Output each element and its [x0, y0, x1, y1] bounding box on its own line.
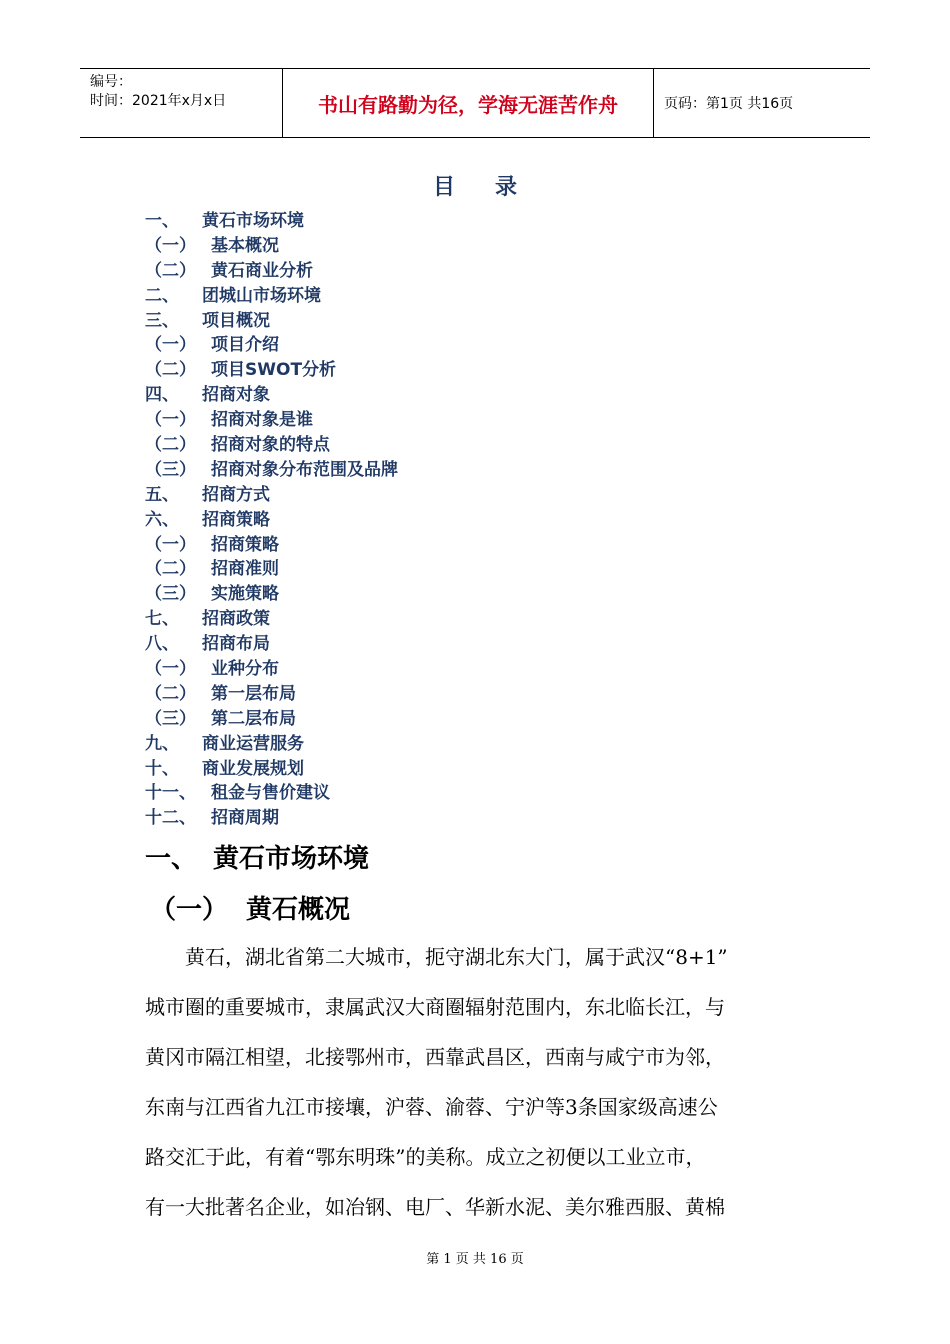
toc-item-text: 招商对象是谁: [211, 410, 313, 431]
toc-item-text: 招商准则: [211, 559, 279, 580]
toc-item-text: 招商周期: [211, 808, 279, 829]
toc-item[interactable]: [145, 557, 398, 582]
page-footer: 第 1 页 共 16 页: [426, 1252, 524, 1267]
toc-item[interactable]: [145, 358, 398, 383]
section-heading-2: [150, 889, 350, 926]
table-of-contents: [145, 209, 398, 831]
toc-item-text: 基本概况: [211, 235, 279, 256]
paragraph-line: 东南与江西省九江市接壤，沪蓉、渝蓉、宁沪等3条国家级高速公: [145, 1095, 718, 1119]
toc-item-number: （一）: [145, 335, 196, 356]
toc-item-number: （二）: [145, 683, 196, 704]
toc-item-number: 八、: [145, 634, 179, 655]
toc-item-number: （二）: [145, 260, 196, 281]
toc-item[interactable]: [145, 508, 398, 533]
date-label: 时间：2021年x月x日: [90, 93, 227, 109]
toc-item-number: （二）: [145, 435, 196, 456]
header-motto: 书山有路勤为径，学海无涯苦作舟: [283, 69, 654, 137]
toc-item[interactable]: [145, 284, 398, 309]
toc-item[interactable]: [145, 607, 398, 632]
section-heading-1-text: 黄石市场环境: [213, 844, 370, 874]
toc-item-number: （二）: [145, 559, 196, 580]
toc-item-text: 实施策略: [211, 584, 279, 605]
toc-item-text: 招商布局: [202, 634, 270, 655]
toc-item-number: 四、: [145, 385, 179, 406]
section-heading-1-number: 一、: [145, 844, 198, 874]
toc-item-text: 招商策略: [202, 509, 270, 530]
toc-item-number: （一）: [145, 410, 196, 431]
toc-item[interactable]: [145, 657, 398, 682]
toc-item-number: 十二、: [145, 808, 196, 829]
paragraph-line: 有一大批著名企业，如冶钢、电厂、华新水泥、美尔雅西服、黄棉: [145, 1195, 725, 1219]
toc-item-number: （一）: [145, 534, 196, 555]
toc-item-number: 六、: [145, 509, 179, 530]
section-heading-2-number: （一）: [150, 895, 229, 925]
toc-item-text: 商业发展规划: [202, 758, 304, 779]
toc-item-text: 黄石市场环境: [202, 211, 304, 231]
toc-item[interactable]: [145, 632, 398, 657]
toc-item-text: 招商策略: [211, 534, 279, 555]
toc-item-text: 招商方式: [202, 484, 270, 505]
toc-item[interactable]: [145, 309, 398, 334]
toc-item-text: 团城山市场环境: [202, 285, 321, 306]
toc-item-number: （三）: [145, 459, 196, 480]
toc-item-text: 招商对象分布范围及品牌: [211, 459, 398, 480]
toc-item-number: 五、: [145, 484, 179, 505]
toc-item-number: 十、: [145, 758, 179, 779]
toc-item-text: 商业运营服务: [202, 733, 304, 754]
toc-item-text: 第二层布局: [211, 708, 296, 729]
toc-item-number: 七、: [145, 609, 179, 630]
toc-item-text: 招商对象的特点: [211, 435, 330, 456]
toc-item[interactable]: [145, 234, 398, 259]
toc-item[interactable]: [145, 209, 398, 234]
toc-item-number: （三）: [145, 584, 196, 605]
toc-item-text: 项目SWOT分析: [211, 360, 337, 381]
toc-item[interactable]: [145, 757, 398, 782]
toc-item-number: 九、: [145, 733, 179, 754]
toc-item-number: （二）: [145, 360, 196, 381]
toc-item-text: 第一层布局: [211, 683, 296, 704]
document-header: [80, 68, 870, 138]
toc-item[interactable]: [145, 333, 398, 358]
header-page-info: 页码：第1页 共16页: [664, 96, 794, 112]
toc-item-number: 三、: [145, 310, 179, 331]
toc-item-number: （一）: [145, 235, 196, 256]
toc-item-text: 租金与售价建议: [211, 783, 330, 804]
toc-item[interactable]: [145, 383, 398, 408]
toc-item-text: 招商政策: [202, 609, 270, 630]
toc-item-text: 业种分布: [211, 659, 279, 680]
toc-item[interactable]: [145, 433, 398, 458]
toc-item[interactable]: [145, 781, 398, 806]
toc-item-text: 招商对象: [202, 385, 270, 406]
paragraph-line: 黄石，湖北省第二大城市，扼守湖北东大门，属于武汉“8+1”: [145, 945, 728, 969]
toc-item[interactable]: [145, 483, 398, 508]
toc-item[interactable]: [145, 806, 398, 831]
section-heading-2-text: 黄石概况: [246, 895, 351, 925]
toc-item-text: 项目介绍: [211, 335, 279, 356]
paragraph-line: 黄冈市隔江相望，北接鄂州市，西靠武昌区，西南与咸宁市为邻，: [145, 1045, 725, 1069]
toc-item-text: 项目概况: [202, 310, 270, 331]
toc-item[interactable]: [145, 707, 398, 732]
toc-item[interactable]: [145, 533, 398, 558]
toc-item-text: 黄石商业分析: [211, 260, 313, 281]
toc-item[interactable]: [145, 732, 398, 757]
toc-item-number: 一、: [145, 211, 179, 231]
toc-item[interactable]: [145, 458, 398, 483]
paragraph-line: 路交汇于此，有着“鄂东明珠”的美称。成立之初便以工业立市，: [145, 1145, 706, 1169]
section-heading-1: [145, 838, 369, 875]
header-meta-cell: [80, 69, 283, 137]
number-label: 编号：: [90, 74, 132, 90]
toc-item-number: 二、: [145, 285, 179, 306]
toc-item[interactable]: [145, 682, 398, 707]
body-paragraph: [145, 932, 810, 1232]
toc-item[interactable]: [145, 582, 398, 607]
toc-item-number: （三）: [145, 708, 196, 729]
toc-item[interactable]: [145, 259, 398, 284]
toc-item-number: （一）: [145, 659, 196, 680]
toc-item[interactable]: [145, 408, 398, 433]
paragraph-line: 城市圈的重要城市，隶属武汉大商圈辐射范围内，东北临长江，与: [145, 995, 725, 1019]
toc-title: 目录: [432, 175, 557, 200]
toc-item-number: 十一、: [145, 783, 196, 804]
